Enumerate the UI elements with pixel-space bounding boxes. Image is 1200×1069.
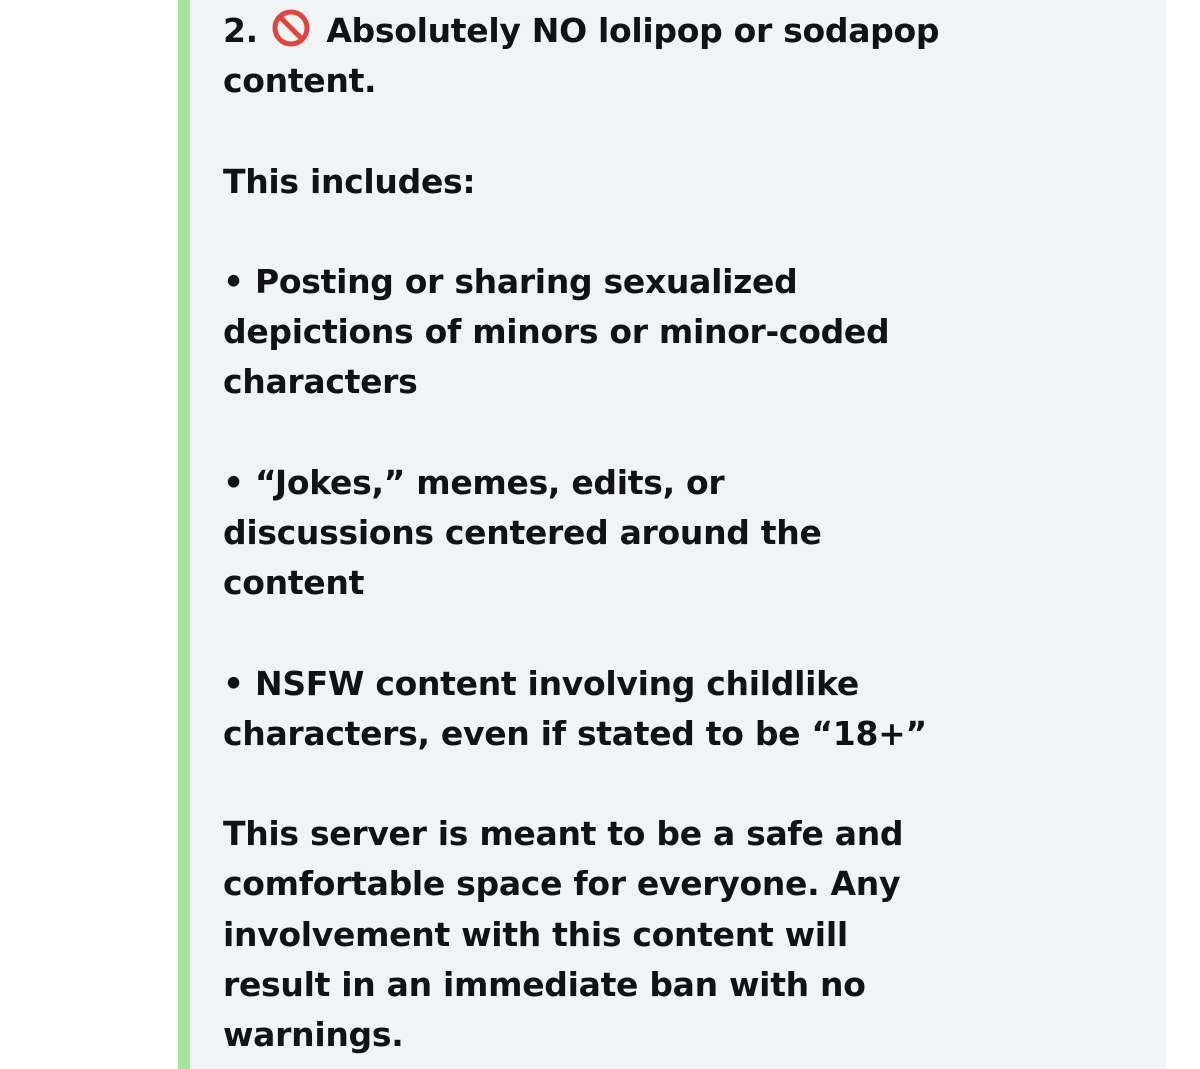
list-item bbox=[223, 659, 943, 759]
list-item-text: NSFW content involving childlike characters, even if stated to be “18+” bbox=[223, 663, 927, 753]
message-embed bbox=[178, 0, 1166, 1069]
rule-title: Absolutely NO lolipop or sodapop content. bbox=[223, 11, 940, 101]
closing-statement: This server is meant to be a safe and comfortable space for everyone. Any involvement with this content will result in an immediate ban with no warnings. bbox=[223, 814, 904, 1054]
rule-heading bbox=[223, 6, 943, 106]
embed-description bbox=[223, 6, 943, 1060]
includes-label: This includes: bbox=[223, 161, 476, 201]
bullet-glyph: • bbox=[223, 261, 244, 301]
list-item-text: “Jokes,” memes, edits, or discussions centered around the content bbox=[223, 462, 822, 603]
bullet-glyph: • bbox=[223, 462, 244, 502]
no-entry-icon bbox=[271, 8, 311, 48]
rule-number: 2. bbox=[223, 11, 258, 50]
list-item bbox=[223, 257, 943, 408]
list-item-text: Posting or sharing sexualized depictions of minors or minor-coded characters bbox=[223, 261, 890, 402]
bullet-glyph: • bbox=[223, 663, 244, 703]
list-item bbox=[223, 458, 943, 609]
